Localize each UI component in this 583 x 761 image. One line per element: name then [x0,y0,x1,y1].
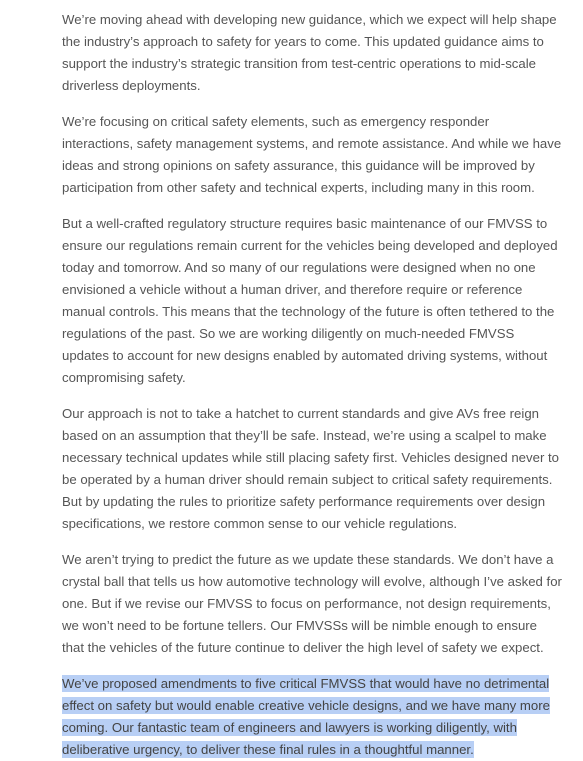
paragraph-critical-safety-elements: We’re focusing on critical safety elements, such as emergency responder interactions, safety management systems, and remote assistance. And while we have ideas and strong opinions on safety assurance, this guidance will be improved by participation from other safety and technical experts, including many in this room. [62,114,562,195]
paragraph-our-approach: Our approach is not to take a hatchet to current standards and give AVs free reign based on an assumption that they’ll be safe. Instead, we’re using a scalpel to make necessary technical updates while still placing safety first. Vehicles designed never to be operated by a human driver should remain subject to critical safety requirements. But by updating the rules to prioritize safety performance requirements over design specifications, we restore common sense to our vehicle regulations. [62,406,559,531]
selected-text-highlight[interactable]: We’ve proposed amendments to five critical FMVSS that would have no detrimental effect on safety but would enable creative vehicle designs, and we have many more coming. Our fantastic team of engineers and lawyers is working diligently, with deliberative urgency, to deliver these final rules in a thoughtful manner. [62,676,550,757]
paragraph-proposed-amendments[interactable] [62,673,562,761]
paragraph-new-guidance: We’re moving ahead with developing new guidance, which we expect will help shape the industry’s approach to safety for years to come. This updated guidance aims to support the industry’s strategic transition from test-centric operations to mid-scale driverless deployments. [62,12,557,93]
paragraph-predict-future: We aren’t trying to predict the future as we update these standards. We don’t have a crystal ball that tells us how automotive technology will evolve, although I’ve asked for one. But if we revise our FMVSS to focus on performance, not design requirements, we won’t need to be fortune tellers. Our FMVSSs will be nimble enough to ensure that the vehicles of the future continue to deliver the high level of safety we expect. [62,552,562,655]
document-body [62,9,562,761]
paragraph-regulatory-structure: But a well-crafted regulatory structure requires basic maintenance of our FMVSS to ensure our regulations remain current for the vehicles being developed and deployed today and tomorrow. And so many of our regulations were designed when no one envisioned a vehicle without a human driver, and therefore require or reference manual controls. This means that the technology of the future is often tethered to the regulations of the past. So we are working diligently on much-needed FMVSS updates to account for new designs enabled by automated driving systems, without compromising safety. [62,216,558,385]
